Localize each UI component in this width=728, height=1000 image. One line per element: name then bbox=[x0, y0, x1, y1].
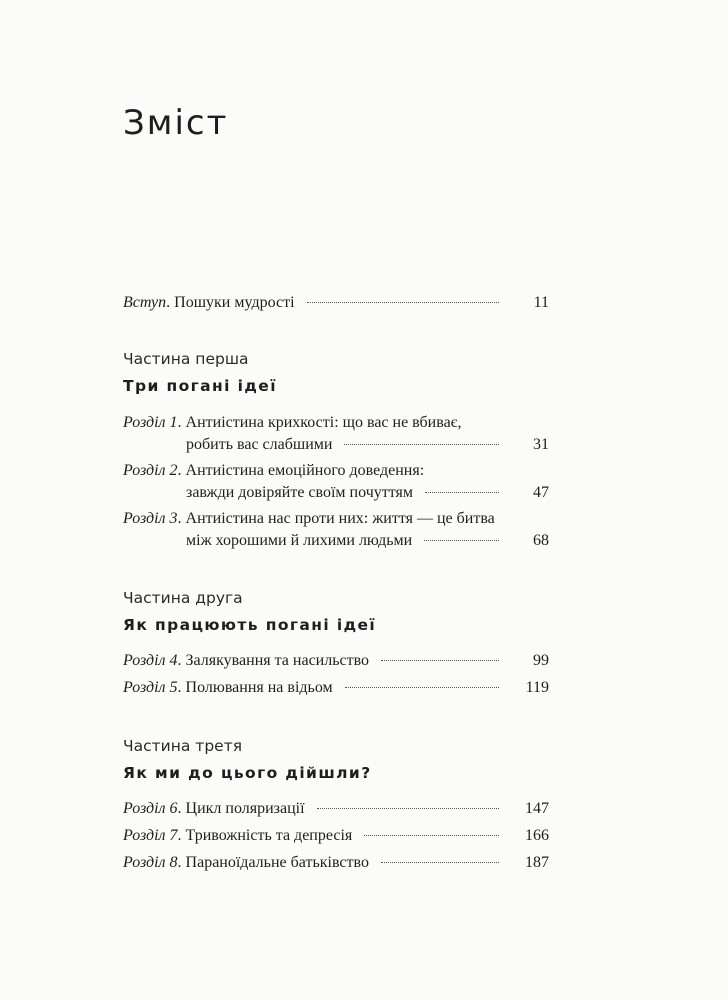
page-number: 166 bbox=[525, 827, 549, 844]
toc-entry-chapter-8[interactable] bbox=[123, 852, 549, 874]
entry-label: Розділ 3 bbox=[123, 510, 178, 527]
dot-leader bbox=[424, 540, 499, 541]
page-number: 11 bbox=[533, 294, 549, 311]
dot-leader bbox=[344, 444, 499, 445]
entry-label: Розділ 5 bbox=[123, 679, 178, 696]
page-number: 119 bbox=[525, 679, 549, 696]
part-title: Як ми до цього дійшли? bbox=[123, 764, 372, 782]
page-number: 68 bbox=[533, 532, 549, 549]
part-title: Як працюють погані ідеї bbox=[123, 616, 377, 634]
dot-leader bbox=[381, 660, 499, 661]
entry-title: . Антиістина нас проти них: життя — це битва bbox=[177, 510, 495, 527]
part-label: Частина друга bbox=[123, 589, 243, 607]
entry-label: Розділ 6 bbox=[123, 800, 178, 817]
toc-entry-intro[interactable] bbox=[123, 292, 549, 314]
entry-title: . Залякування та насильство bbox=[177, 652, 370, 669]
entry-title: . Антиістина емоційного доведення: bbox=[177, 462, 425, 479]
entry-title-continued: робить вас слабшими bbox=[186, 436, 333, 453]
entry-label: Розділ 4 bbox=[123, 652, 178, 669]
part-label: Частина третя bbox=[123, 737, 243, 755]
toc-entry-chapter-2[interactable] bbox=[123, 460, 549, 504]
entry-title-continued: завжди довіряйте своїм почуттям bbox=[186, 484, 413, 501]
toc-entry-chapter-1[interactable] bbox=[123, 412, 549, 456]
entry-title-continued: між хорошими й лихими людьми bbox=[186, 532, 413, 549]
entry-label: Розділ 7 bbox=[123, 827, 178, 844]
page-number: 147 bbox=[525, 800, 549, 817]
toc-entry-chapter-6[interactable] bbox=[123, 798, 549, 820]
toc-entry-chapter-5[interactable] bbox=[123, 677, 549, 699]
entry-title: . Тривожність та депресія bbox=[177, 827, 353, 844]
entry-title: . Параноїдальне батьківство bbox=[177, 854, 369, 871]
page-number: 47 bbox=[533, 484, 549, 501]
dot-leader bbox=[317, 808, 499, 809]
entry-title: . Антиістина крихкості: що вас не вбиває, bbox=[177, 414, 462, 431]
entry-title: . Полювання на відьом bbox=[177, 679, 333, 696]
page-title: Зміст bbox=[123, 103, 229, 143]
entry-label: Розділ 1 bbox=[123, 414, 178, 431]
entry-label: Розділ 8 bbox=[123, 854, 178, 871]
page-number: 99 bbox=[533, 652, 549, 669]
entry-label: Вступ bbox=[123, 294, 167, 311]
page-number: 31 bbox=[533, 436, 549, 453]
toc-entry-chapter-7[interactable] bbox=[123, 825, 549, 847]
dot-leader bbox=[364, 835, 499, 836]
page-number: 187 bbox=[525, 854, 549, 871]
entry-title: . Цикл поляризації bbox=[177, 800, 305, 817]
entry-title: Вступ. Пошуки мудрості bbox=[123, 294, 295, 311]
part-title: Три погані ідеї bbox=[123, 377, 277, 395]
entry-label: Розділ 2 bbox=[123, 462, 178, 479]
toc-entry-chapter-3[interactable] bbox=[123, 508, 549, 552]
part-label: Частина перша bbox=[123, 350, 249, 368]
toc-entry-chapter-4[interactable] bbox=[123, 650, 549, 672]
dot-leader bbox=[381, 862, 499, 863]
dot-leader bbox=[425, 492, 499, 493]
dot-leader bbox=[307, 302, 499, 303]
dot-leader bbox=[345, 687, 499, 688]
